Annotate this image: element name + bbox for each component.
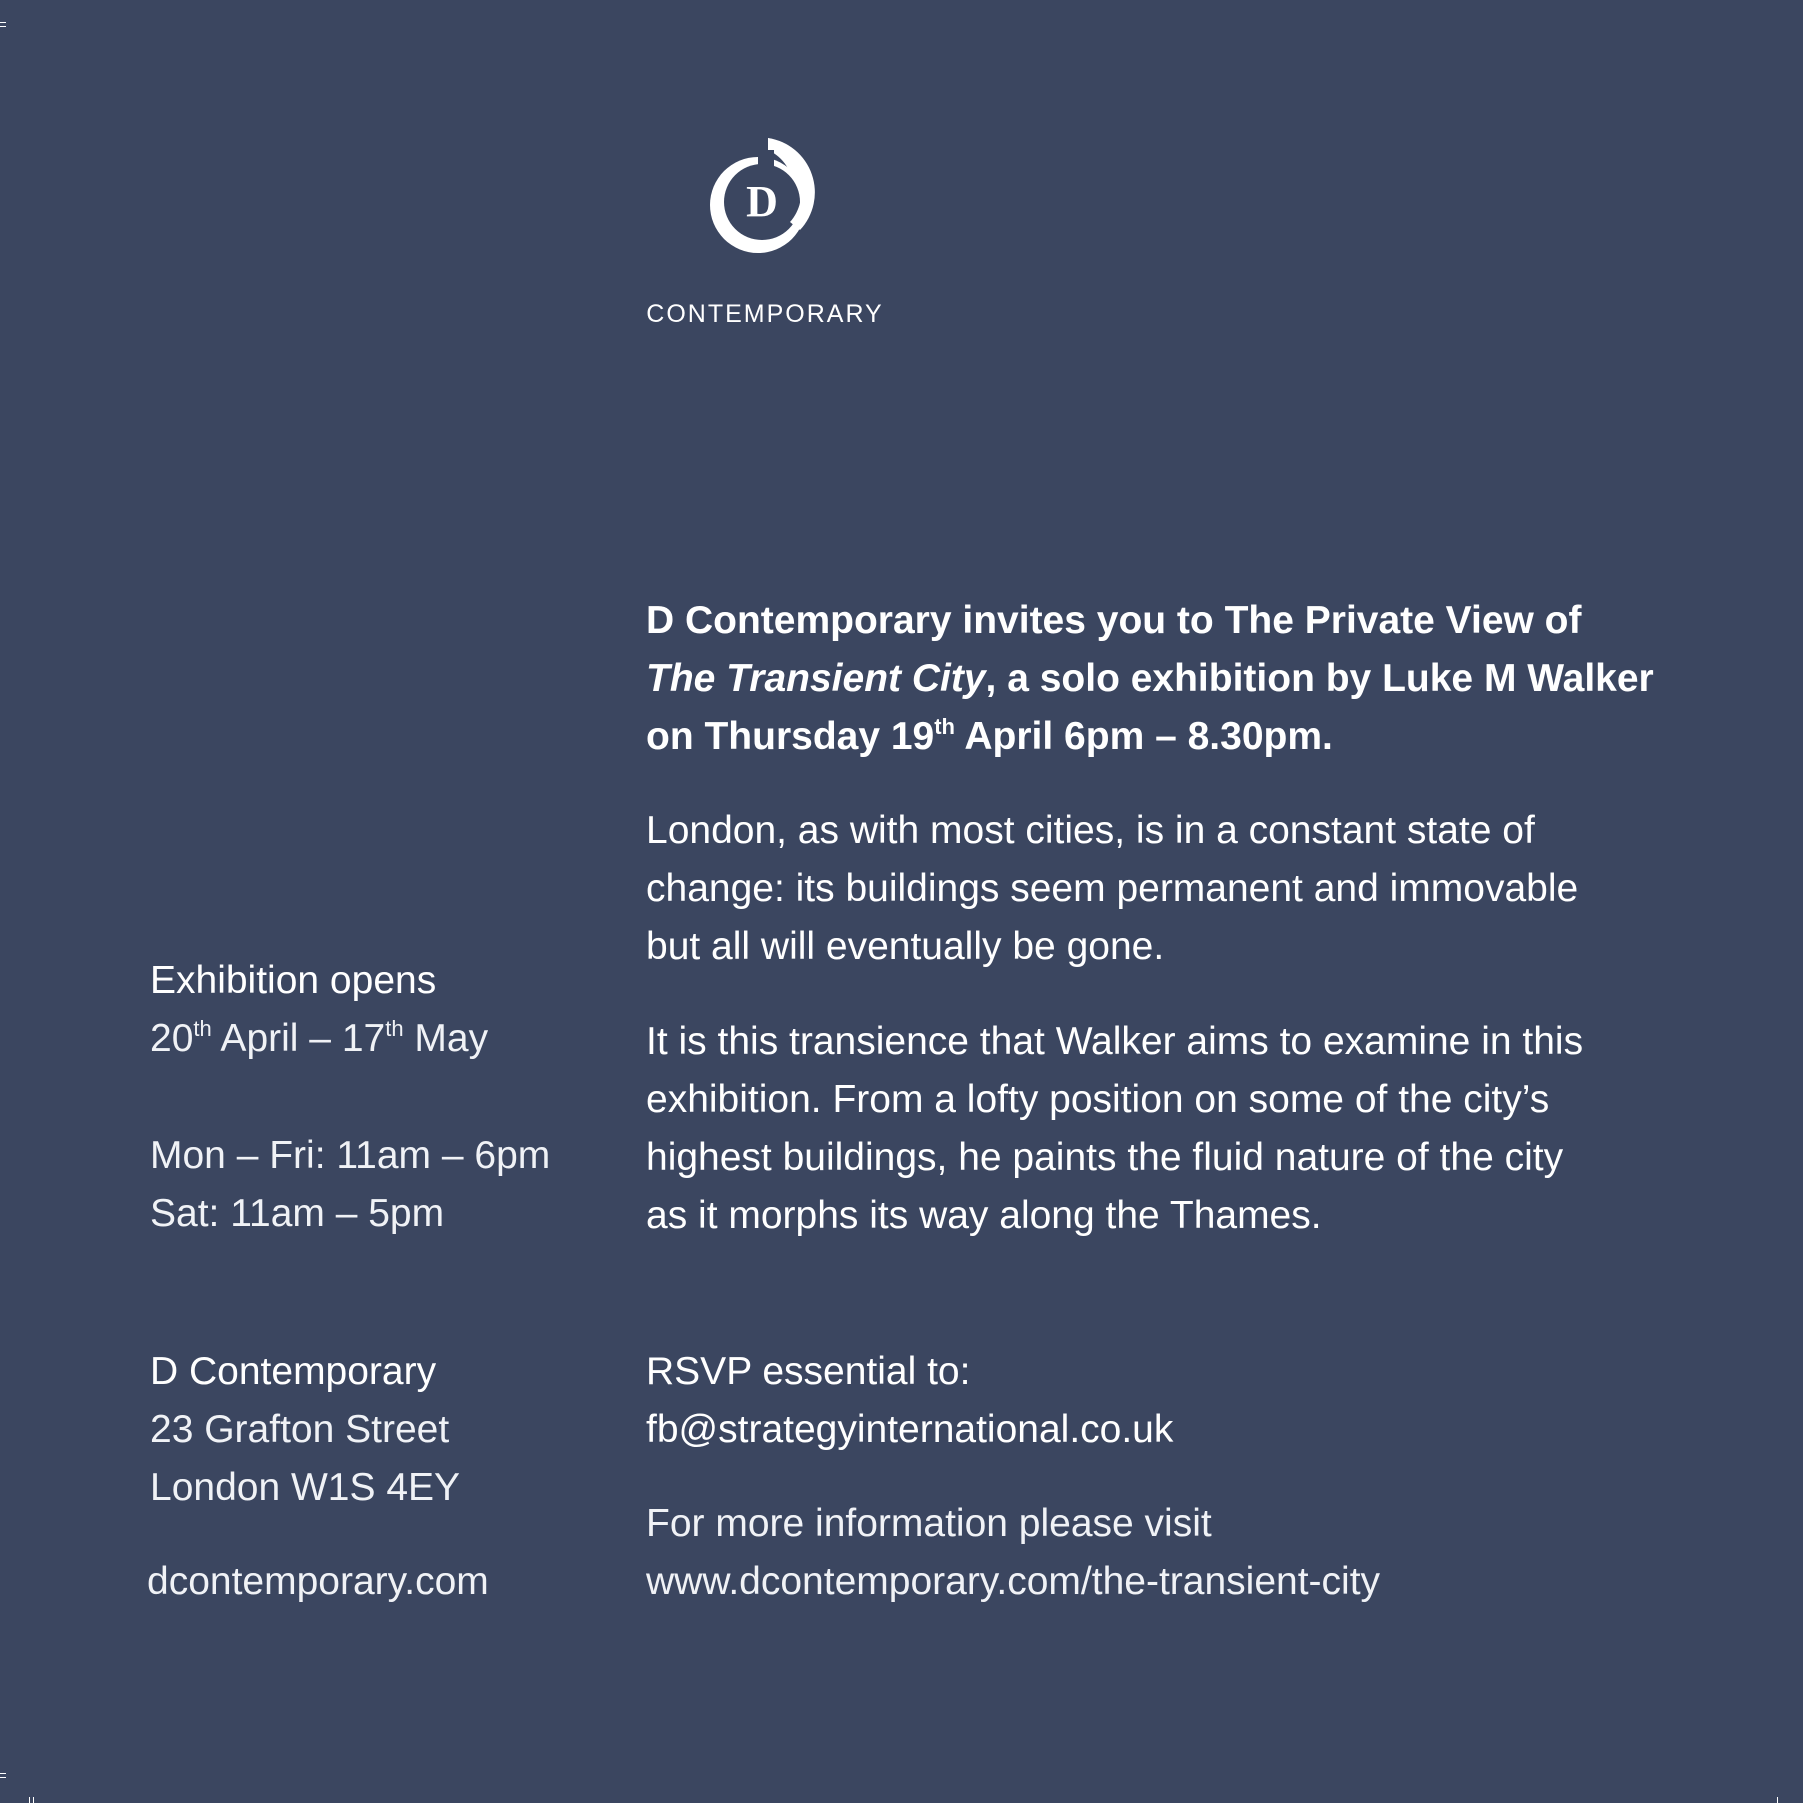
end-day-sup: th (385, 1016, 404, 1041)
paragraph-line: highest buildings, he paints the fluid nature of the city (646, 1136, 1564, 1179)
paragraph-line: but all will eventually be gone. (646, 925, 1165, 968)
more-info-url[interactable]: www.dcontemporary.com/the-transient-city (646, 1560, 1381, 1603)
crop-mark (1777, 1797, 1778, 1803)
gallery-address (150, 1401, 460, 1517)
invitation-text (646, 592, 1726, 766)
invitation-date-post: April 6pm – 8.30pm. (955, 715, 1333, 758)
rsvp-email[interactable]: fb@strategyinternational.co.uk (646, 1408, 1174, 1451)
description-paragraph-1 (646, 802, 1726, 976)
rsvp-block (646, 1343, 1173, 1459)
invitation-date-pre: on Thursday 19 (646, 715, 935, 758)
start-month: April – 17 (211, 1017, 386, 1060)
paragraph-line: change: its buildings seem permanent and immovable (646, 867, 1579, 910)
paragraph-line: as it morphs its way along the Thames. (646, 1194, 1322, 1237)
exhibition-dates (150, 1010, 488, 1068)
paragraph-line: exhibition. From a lofty position on some of the city’s (646, 1078, 1550, 1121)
invitation-line-2 (646, 650, 1726, 708)
invitation-line-3 (646, 708, 1726, 766)
crop-mark (0, 1773, 6, 1774)
logo-letter: D (746, 177, 778, 226)
hours-saturday: Sat: 11am – 5pm (150, 1192, 445, 1235)
crop-mark (0, 22, 6, 23)
crop-mark (33, 1797, 34, 1803)
rsvp-label: RSVP essential to: (646, 1350, 971, 1393)
address-street: 23 Grafton Street (150, 1408, 450, 1451)
d-contemporary-logo (700, 130, 830, 280)
invitation-date-sup: th (934, 714, 955, 739)
invitation-line-2-rest: , a solo exhibition by Luke M Walker (985, 657, 1654, 700)
description-paragraph-2 (646, 1013, 1726, 1245)
logo-wordmark: CONTEMPORARY (646, 300, 884, 328)
invitation-line-1: D Contemporary invites you to The Private View of (646, 599, 1582, 642)
exhibition-opens-heading: Exhibition opens (150, 959, 437, 1002)
crop-mark (29, 1797, 30, 1803)
more-info-label: For more information please visit (646, 1502, 1212, 1545)
paragraph-line: It is this transience that Walker aims to examine in this (646, 1020, 1584, 1063)
exhibition-title: The Transient City (646, 657, 986, 700)
start-day-sup: th (193, 1016, 212, 1041)
crop-mark (0, 1777, 6, 1778)
hours-weekdays: Mon – Fri: 11am – 6pm (150, 1134, 551, 1177)
crop-mark (0, 26, 6, 27)
paragraph-line: London, as with most cities, is in a constant state of (646, 809, 1535, 852)
gallery-name: D Contemporary (150, 1350, 437, 1393)
address-city: London W1S 4EY (150, 1466, 461, 1509)
gallery-website[interactable]: dcontemporary.com (147, 1560, 489, 1603)
opening-hours (150, 1127, 550, 1243)
more-info-block (646, 1495, 1380, 1611)
end-month: May (403, 1017, 489, 1060)
start-day: 20 (150, 1017, 194, 1060)
